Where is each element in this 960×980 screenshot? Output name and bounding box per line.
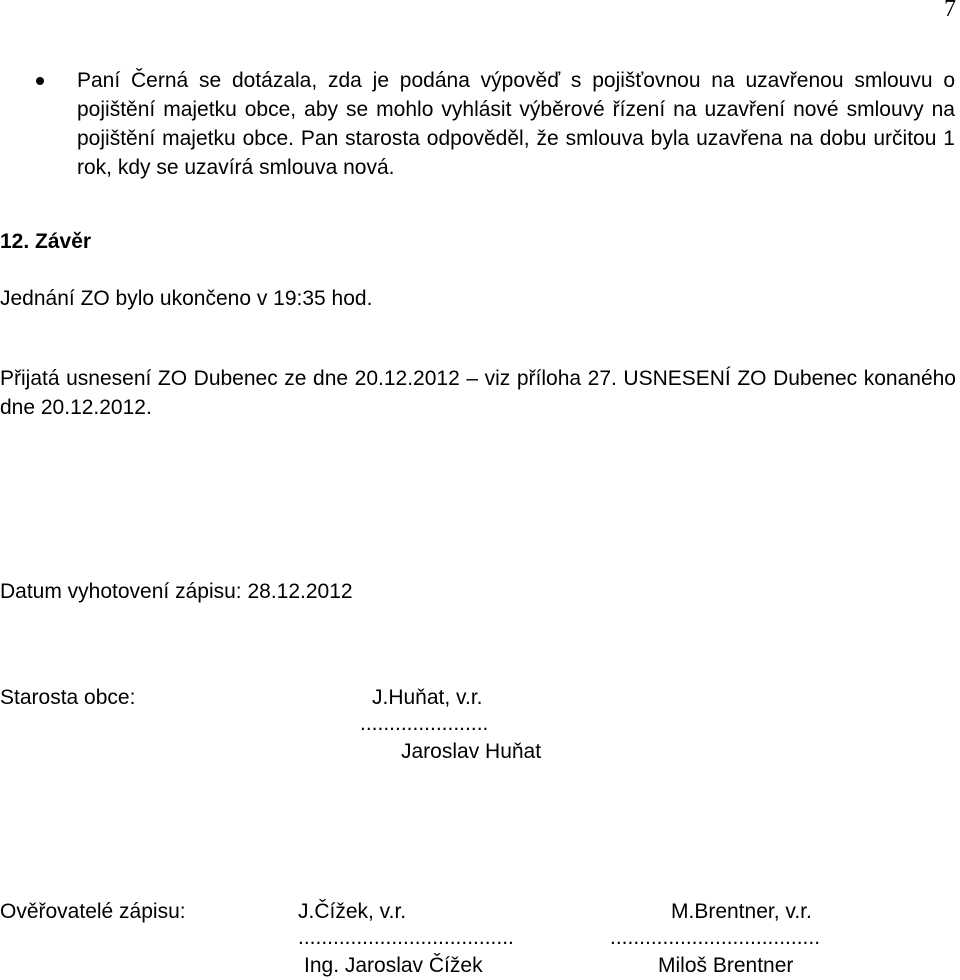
verifier-1-name: Ing. Jaroslav Čížek: [304, 954, 483, 977]
page-number: 7: [944, 0, 956, 22]
verifier-1-signature: J.Čížek, v.r.: [298, 900, 407, 923]
date-line: Datum vyhotovení zápisu: 28.12.2012: [0, 580, 353, 603]
verifier-2-dots: ....................................: [610, 926, 821, 949]
verifiers-label: Ověřovatelé zápisu:: [0, 900, 186, 923]
verifier-2-name: Miloš Brentner: [658, 954, 794, 977]
bullet-icon: [36, 77, 44, 85]
verifier-2-signature: M.Brentner, v.r.: [671, 900, 812, 923]
resolutions-text: Přijatá usnesení ZO Dubenec ze dne 20.12.2012 – viz příloha 27. USNESENÍ ZO Dubenec konaného dne 20.12.2012.: [0, 367, 956, 419]
mayor-name: Jaroslav Huňat: [401, 740, 542, 763]
section-heading: 12. Závěr: [0, 230, 92, 253]
mayor-signature-dots: ......................: [360, 712, 489, 735]
bullet-paragraph: Paní Černá se dotázala, zda je podána výpověď s pojišťovnou na uzavřenou smlouvu o pojištění majetku obce, aby se mohlo vyhlásit výběrové řízení na uzavření nové smlouvy na pojištění majetku obce. Pan starosta odpověděl, že smlouva byla uzavřena na dobu určitou 1 rok, kdy se uzavírá smlouva nová.: [77, 69, 955, 179]
mayor-signature: J.Huňat, v.r.: [372, 686, 483, 709]
mayor-label: Starosta obce:: [0, 686, 136, 709]
closing-text: Jednání ZO bylo ukončeno v 19:35 hod.: [0, 287, 373, 310]
verifier-1-dots: .....................................: [298, 926, 514, 949]
